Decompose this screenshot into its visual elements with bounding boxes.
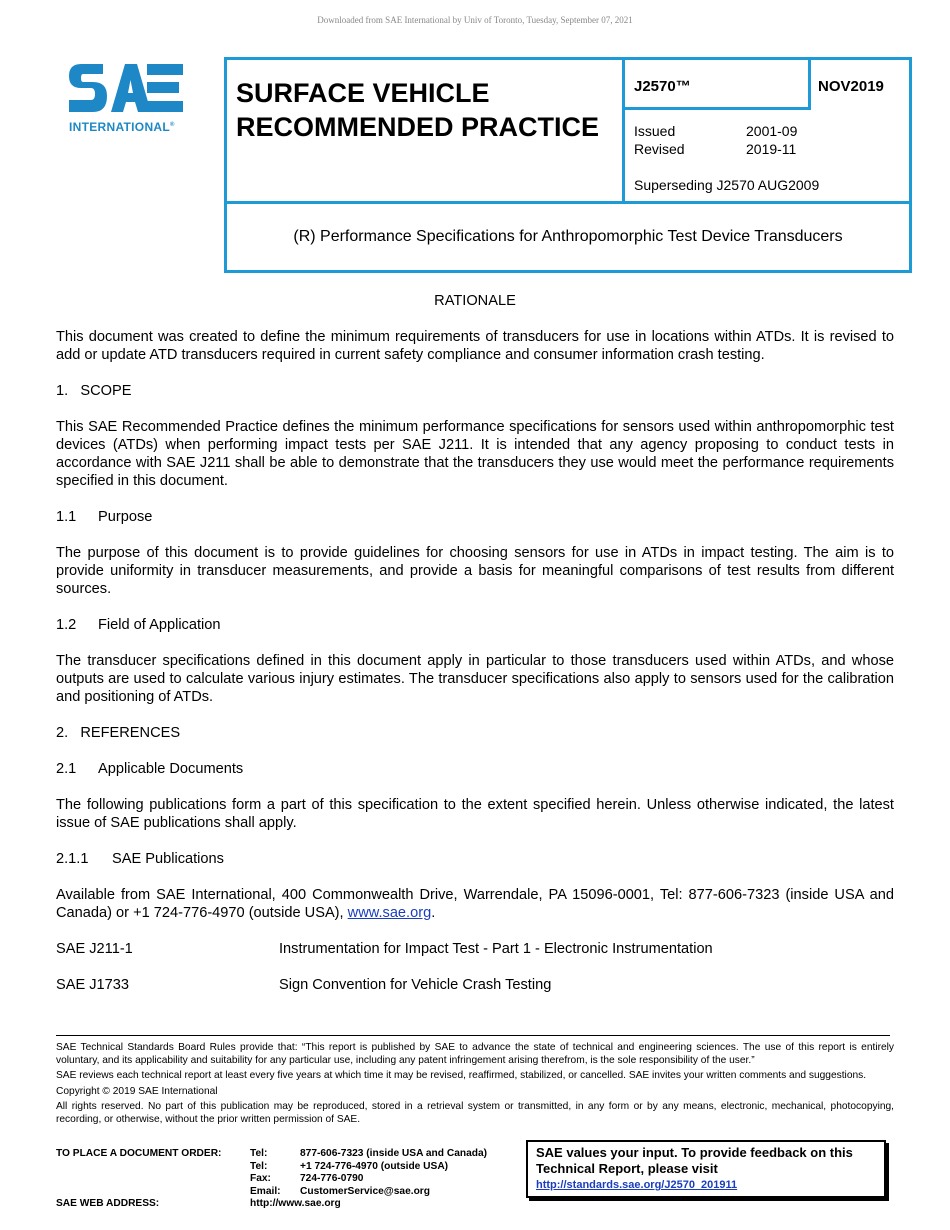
sae-website-link[interactable]: www.sae.org [347, 905, 432, 921]
section-2-1-heading [56, 760, 894, 778]
order-label: TO PLACE A DOCUMENT ORDER: [56, 1148, 222, 1159]
feedback-line-2: Technical Report, please visit [536, 1161, 718, 1176]
reference-id: SAE J211-1 [56, 941, 133, 957]
section-title: SAE Publications [112, 851, 224, 867]
scope-text: This SAE Recommended Practice defines the minimum performance specifications for sensors used within anthropomorphic test devices (ATDs) when performing impact tests per SAE J211. It is intended that any agency proposing to conduct tests in accordance with SAE J211 shall be able to demonstrate that the transducers they use would meet the performance requirements specified in this document. [56, 419, 894, 489]
section-1-1-heading [56, 508, 894, 526]
revised-value: 2019-11 [746, 141, 797, 157]
section-1-2-heading [56, 616, 894, 634]
issued-value: 2001-09 [746, 123, 798, 139]
sae-publications-text [56, 886, 894, 922]
reference-title: Instrumentation for Impact Test - Part 1 - Electronic Instrumentation [279, 941, 713, 957]
email-label: Email: [250, 1185, 281, 1197]
reference-title: Sign Convention for Vehicle Crash Testing [279, 977, 552, 993]
issued-label: Issued [634, 123, 676, 139]
section-1-heading [56, 382, 894, 400]
order-info [56, 1148, 487, 1211]
superseding-note: Superseding J2570 AUG2009 [634, 177, 820, 193]
tel-label: Tel: [250, 1148, 268, 1159]
field-of-application-text: The transducer specifications defined in this document apply in particular to those transducers used within ATDs, and whose outputs are used to calculate various injury estimates. The transducer specifications also apply to sensors used for the calibration and positioning of ATDs. [56, 653, 894, 705]
title-line-1: SURFACE VEHICLE [236, 78, 490, 108]
section-number: 2.1 [56, 761, 77, 777]
section-2-heading [56, 724, 894, 742]
review-text: SAE reviews each technical report at least every five years at which time it may be revised, reaffirmed, stabilized, or cancelled. SAE invites your written comments and suggestions. [56, 1070, 867, 1081]
sae-logo [67, 58, 197, 138]
board-rules-text: SAE Technical Standards Board Rules provide that: “This report is published by SAE to advance the state of technical and engineering sciences. The use of this report is entirely voluntary, and its applicability and suitability for any particular use, including any patent infringement arising therefrom, is the sole responsibility of the user.” [56, 1042, 894, 1066]
copyright-text: Copyright © 2019 SAE International [56, 1085, 218, 1097]
web-label: SAE WEB ADDRESS: [56, 1198, 160, 1209]
tel-intl: +1 724-776-4970 (outside USA) [300, 1160, 449, 1172]
document-type-title [236, 76, 599, 144]
rights-text: All rights reserved. No part of this publication may be reproduced, stored in a retrieval system or transmitted, in any form or by any means, electronic, mechanical, photocopying, recording, or otherwise, without the prior written permission of SAE. [56, 1101, 894, 1125]
section-title: REFERENCES [80, 725, 181, 741]
fax-label: Fax: [250, 1173, 271, 1184]
sae-logo-mark [67, 58, 187, 118]
revised-label: Revised [634, 141, 685, 157]
tel-label: Tel: [250, 1160, 268, 1172]
rationale-heading: RATIONALE [434, 293, 516, 309]
reference-id: SAE J1733 [56, 977, 130, 993]
document-body [56, 292, 894, 994]
footer-divider [56, 1035, 890, 1036]
tel-us: 877-606-7323 (inside USA and Canada) [300, 1148, 488, 1159]
availability-text: Available from SAE International, 400 Commonwealth Drive, Warrendale, PA 15096-0001, Tel: 877-606-7323 (inside USA and Canada) or +1 724-776-4970 (outside USA), [56, 887, 894, 921]
footer-notes [56, 1042, 894, 1129]
logo-subtitle: INTERNATIONAL [69, 120, 171, 134]
section-number: 2.1.1 [56, 851, 89, 867]
document-subtitle: (R) Performance Specifications for Anthropomorphic Test Device Transducers [293, 228, 843, 245]
doc-date: NOV2019 [818, 78, 884, 95]
rationale-text: This document was created to define the minimum requirements of transducers for use in locations within ATDs. It is revised to add or update ATD transducers required in current safety compliance and consumer information crash testing. [56, 329, 894, 363]
section-number: 1.1 [56, 509, 77, 525]
fax-number: 724-776-0790 [300, 1173, 364, 1184]
registered-mark: ® [170, 122, 175, 128]
feedback-line-1: SAE values your input. To provide feedback on this [536, 1145, 853, 1160]
sentence-end: . [431, 905, 436, 921]
section-title: SCOPE [80, 383, 132, 399]
section-title: Applicable Documents [98, 761, 244, 777]
feedback-link[interactable]: http://standards.sae.org/J2570_201911 [536, 1179, 738, 1191]
applicable-documents-text: The following publications form a part of this specification to the extent specified herein. Unless otherwise indicated, the latest issue of SAE publications shall apply. [56, 797, 894, 831]
section-2-1-1-heading [56, 850, 894, 868]
section-title: Purpose [98, 509, 153, 525]
title-line-2: RECOMMENDED PRACTICE [236, 112, 600, 142]
web-address[interactable]: http://www.sae.org [250, 1198, 341, 1209]
section-number: 1. [56, 383, 69, 399]
doc-number: J2570™ [634, 78, 691, 95]
feedback-box [526, 1140, 886, 1198]
reference-row [56, 940, 894, 958]
reference-row [56, 976, 894, 994]
download-notice: Downloaded from SAE International by Univ of Toronto, Tuesday, September 07, 2021 [317, 15, 633, 25]
section-title: Field of Application [98, 617, 221, 633]
email-address[interactable]: CustomerService@sae.org [300, 1185, 430, 1197]
purpose-text: The purpose of this document is to provide guidelines for choosing sensors for use in ATDs in impact testing. The aim is to provide uniformity in transducer measurements, and provide a basis for meaningful comparisons of test results from different sources. [56, 545, 894, 597]
section-number: 1.2 [56, 617, 77, 633]
section-number: 2. [56, 725, 69, 741]
